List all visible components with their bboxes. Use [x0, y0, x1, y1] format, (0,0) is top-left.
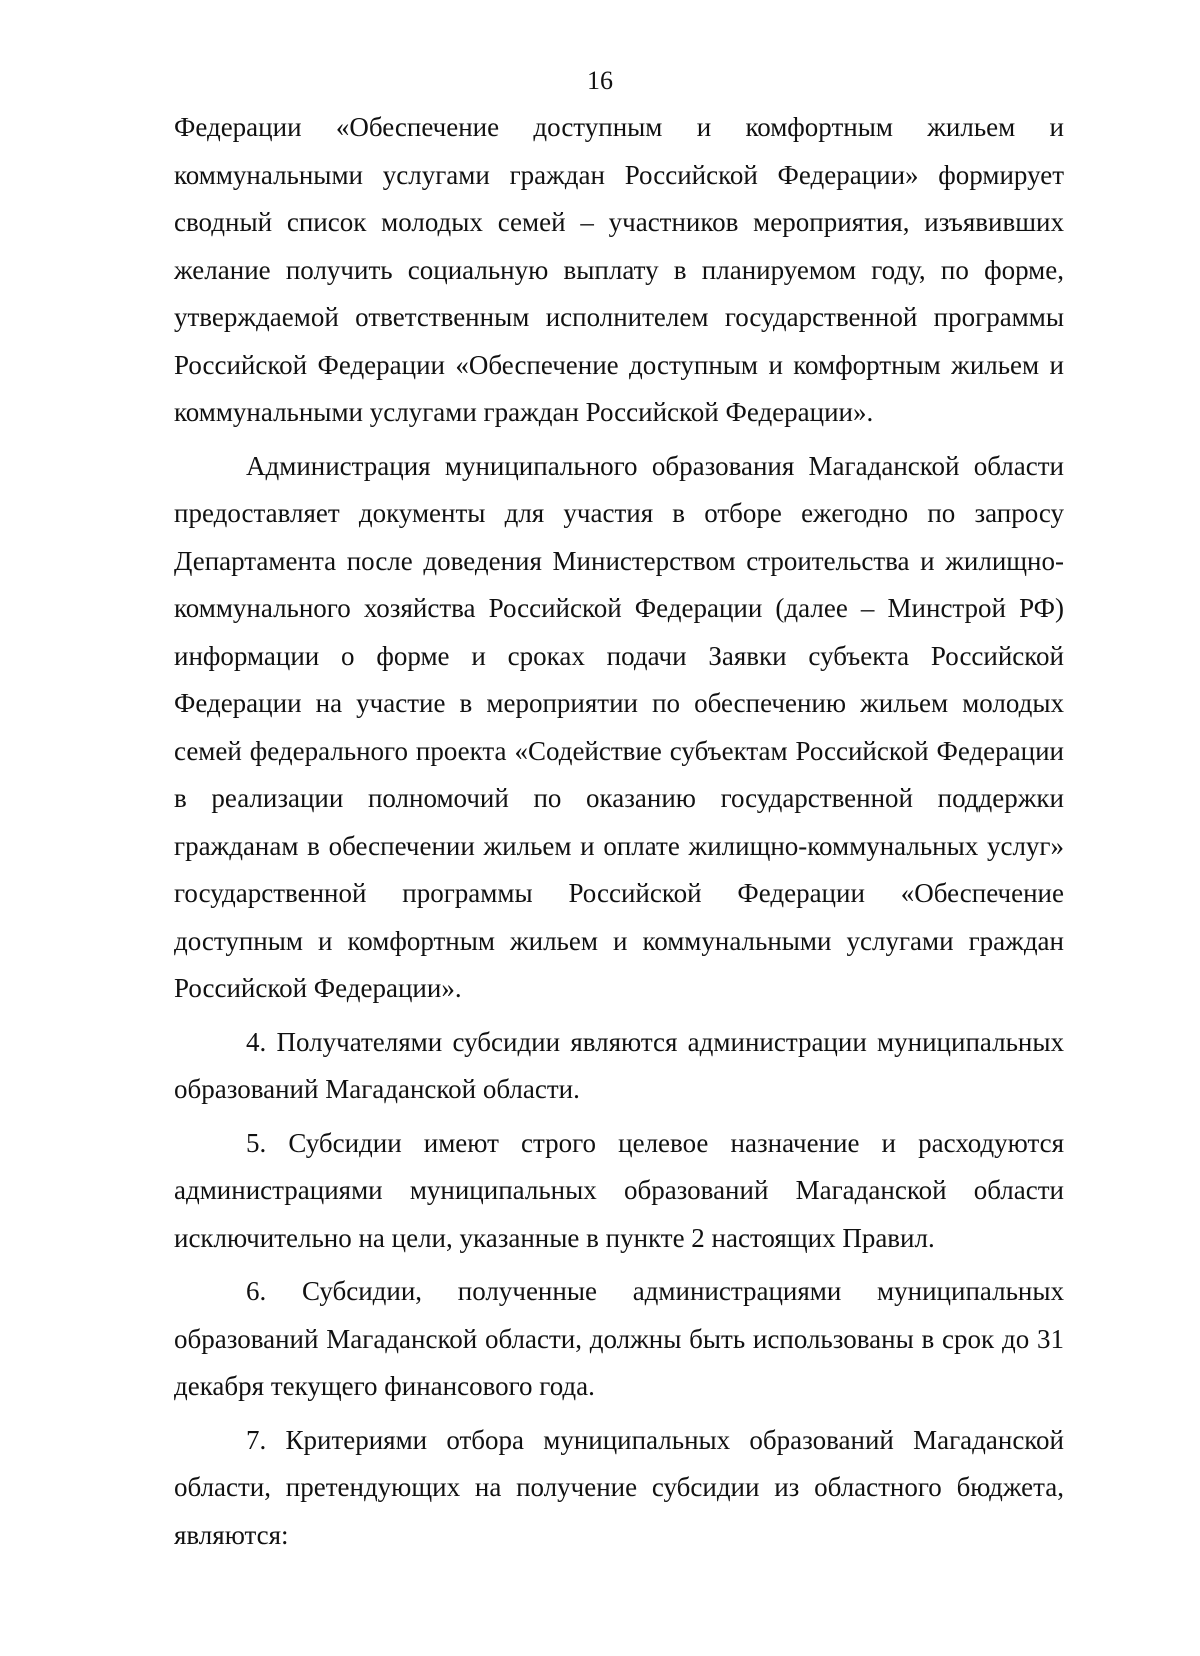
page-number: 16	[587, 66, 613, 95]
paragraph-item-4: 4. Получателями субсидии являются администрации муниципальных образований Магаданской области.	[174, 1026, 1064, 1104]
paragraph-administration-documents: Администрация муниципального образования Магаданской области предоставляет документы для участия в отборе ежегодно по запросу Департамента после доведения Министерством строительства и жилищно-коммунального хозяйства Российской Федерации (далее – Минстрой РФ) информации о форме и сроках подачи Заявки субъекта Российской Федерации на участие в мероприятии по обеспечению жильем молодых семей федерального проекта «Содействие субъектам Российской Федерации в реализации полномочий по оказанию государственной поддержки гражданам в обеспечении жильем и оплате жилищно-коммунальных услуг» государственной программы Российской Федерации «Обеспечение доступным и комфортным жильем и коммунальными услугами граждан Российской Федерации».	[174, 450, 1064, 1003]
paragraph-continuation: Федерации «Обеспечение доступным и комфортным жильем и коммунальными услугами граждан Российской Федерации» формирует сводный список молодых семей – участников мероприятия, изъявивших желание получить социальную выплату в планируемом году, по форме, утверждаемой ответственным исполнителем государственной программы Российской Федерации «Обеспечение доступным и комфортным жильем и коммунальными услугами граждан Российской Федерации».	[174, 112, 1064, 427]
paragraph-item-7: 7. Критериями отбора муниципальных образований Магаданской области, претендующих на получение субсидии из областного бюджета, являются:	[174, 1424, 1064, 1550]
paragraph-item-6: 6. Субсидии, полученные администрациями муниципальных образований Магаданской области, должны быть использованы в срок до 31 декабря текущего финансового года.	[174, 1276, 1064, 1401]
paragraph-item-5: 5. Субсидии имеют строго целевое назначение и расходуются администрациями муниципальных образований Магаданской области исключительно на цели, указанные в пункте 2 настоящих Правил.	[174, 1127, 1064, 1253]
document-body	[174, 104, 1064, 1559]
